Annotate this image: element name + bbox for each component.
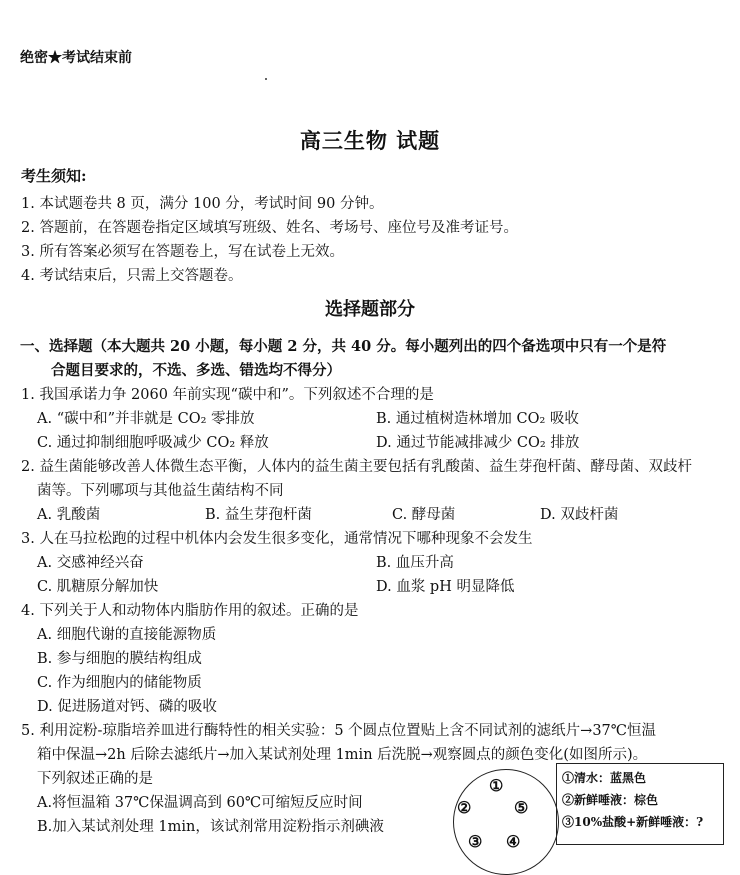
figure-legend-box: [556, 763, 724, 845]
notice-item-1: 1. 本试题卷共 8 页，满分 100 分，考试时间 90 分钟。: [21, 196, 384, 212]
q3-option-c: C. 肌糖原分解加快: [37, 579, 159, 595]
notice-item-3: 3. 所有答案必须写在答题卷上，写在试卷上无效。: [21, 244, 344, 260]
secret-label: 绝密★考试结束前: [20, 50, 132, 66]
q1-stem: 1. 我国承诺力争 2060 年前实现“碳中和”。下列叙述不合理的是: [21, 387, 434, 403]
legend-item-1: ①清水：蓝黑色: [562, 771, 647, 785]
q3-option-b: B. 血压升高: [376, 555, 454, 571]
part1-instruction-line2: 合题目要求的，不选、多选、错选均不得分）: [51, 362, 341, 379]
q3-option-a: A. 交感神经兴奋: [37, 555, 144, 571]
q5-stem-line3: 下列叙述正确的是: [37, 771, 153, 787]
spot-label-4: ④: [506, 832, 521, 851]
q5-stem-line2: 箱中保温→2h 后除去滤纸片→加入某试剂处理 1min 后洗脱→观察圆点的颜色变化(如图所示)。: [37, 747, 648, 763]
q1-option-d: D. 通过节能减排减少 CO₂ 排放: [376, 435, 580, 451]
q2-stem-line2: 菌等。下列哪项与其他益生菌结构不同: [37, 483, 284, 499]
q2-stem-line1: 2. 益生菌能够改善人体微生态平衡，人体内的益生菌主要包括有乳酸菌、益生芽孢杆菌、酵母菌、双歧杆: [21, 459, 692, 475]
legend-item-2: ②新鲜唾液：棕色: [562, 793, 659, 807]
notice-item-4: 4. 考试结束后，只需上交答题卷。: [21, 268, 243, 284]
q5-stem-line1: 5. 利用淀粉-琼脂培养皿进行酶特性的相关实验：5 个圆点位置贴上含不同试剂的滤纸片→37℃恒温: [21, 723, 656, 739]
q1-option-a: A. “碳中和”并非就是 CO₂ 零排放: [37, 411, 255, 427]
part1-instruction-line1: 一、选择题（本大题共 20 小题，每小题 2 分，共 40 分。每小题列出的四个备选项中只有一个是符: [20, 338, 667, 355]
q1-option-c: C. 通过抑制细胞呼吸减少 CO₂ 释放: [37, 435, 269, 451]
q3-option-d: D. 血浆 pH 明显降低: [376, 579, 515, 595]
notice-heading: 考生须知:: [21, 167, 87, 185]
q4-option-c: C. 作为细胞内的储能物质: [37, 675, 202, 691]
q2-option-c: C. 酵母菌: [392, 507, 456, 523]
q3-stem: 3. 人在马拉松跑的过程中机体内会发生很多变化，通常情况下哪种现象不会发生: [21, 531, 533, 547]
spot-label-5: ⑤: [514, 798, 529, 817]
q2-option-a: A. 乳酸菌: [37, 507, 101, 523]
q4-option-a: A. 细胞代谢的直接能源物质: [37, 627, 217, 643]
legend-item-3: ③10%盐酸+新鲜唾液：?: [562, 815, 704, 829]
q4-option-b: B. 参与细胞的膜结构组成: [37, 651, 202, 667]
q4-option-d: D. 促进肠道对钙、磷的吸收: [37, 699, 217, 715]
petri-dish-figure: [453, 769, 559, 875]
page-title: 高三生物 试题: [299, 128, 441, 153]
scan-speck: [265, 78, 267, 80]
q5-option-a: A.将恒温箱 37℃保温调高到 60℃可缩短反应时间: [37, 795, 363, 811]
q2-option-d: D. 双歧杆菌: [540, 507, 619, 523]
section-title: 选择题部分: [325, 299, 415, 320]
spot-label-1: ①: [489, 776, 504, 795]
q5-option-b: B.加入某试剂处理 1min，该试剂常用淀粉指示剂碘液: [37, 819, 384, 835]
q2-option-b: B. 益生芽孢杆菌: [205, 507, 312, 523]
q1-option-b: B. 通过植树造林增加 CO₂ 吸收: [376, 411, 579, 427]
spot-label-3: ③: [468, 832, 483, 851]
notice-item-2: 2. 答题前，在答题卷指定区域填写班级、姓名、考场号、座位号及准考证号。: [21, 220, 518, 236]
q4-stem: 4. 下列关于人和动物体内脂肪作用的叙述。正确的是: [21, 603, 359, 619]
spot-label-2: ②: [457, 798, 472, 817]
